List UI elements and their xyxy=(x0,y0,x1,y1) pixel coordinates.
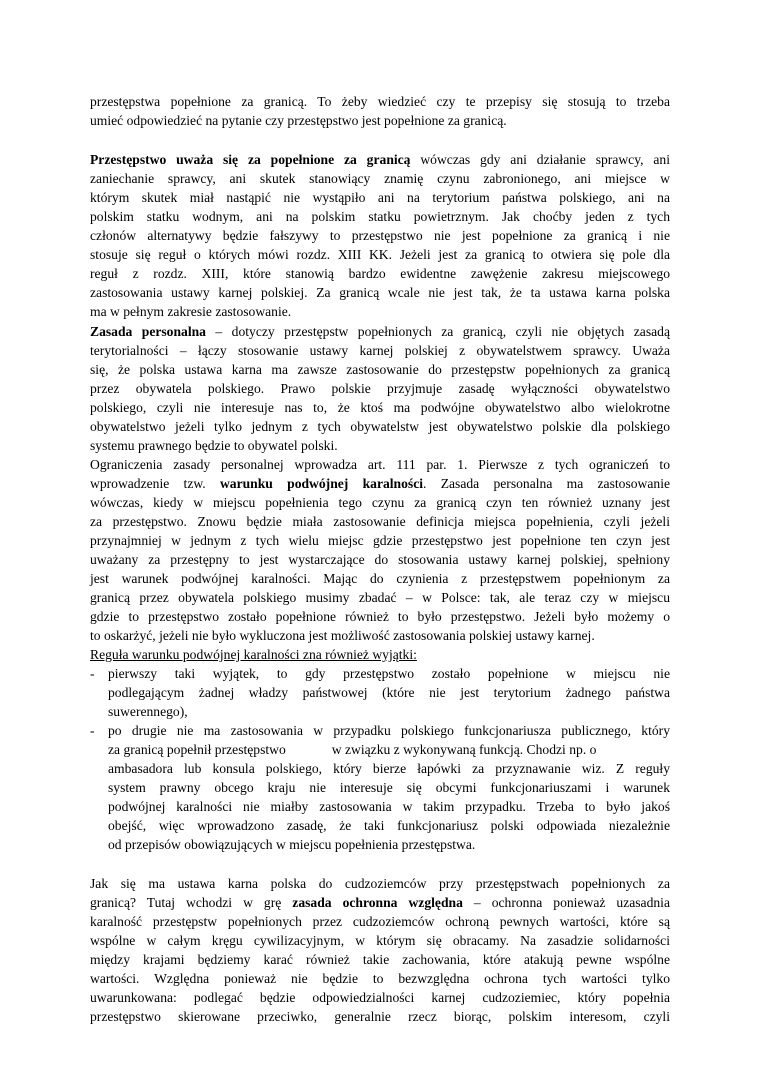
text-line: wspólne w całym kręgu cywilizacyjnym, w którym się obracamy. Na zasadzie solidarności xyxy=(90,933,670,948)
text-line: przestępstwo skierowane przeciwko, generalnie rzecz biorąc, polskim interesom, czyli xyxy=(90,1009,670,1024)
bold-term: Zasada personalna xyxy=(90,324,206,339)
list-item-line: obejść, więc wprowadzono zasadę, że taki funkcjonariusz polski odpowiada niezależnie xyxy=(108,818,670,833)
text-line: obywatelstwo jeżeli tylko jednym z tych obywatelstw jest obywatelstwo polskie dla polskiego xyxy=(90,419,670,434)
text-line: stosuje się reguł o których mówi rozdz. XIII KK. Jeżeli jest za granicą to otwiera się pole dla xyxy=(90,247,670,262)
list-bullet: - xyxy=(90,666,95,681)
text-line: którym skutek miał nastąpić nie wystąpiło ani na terytorium państwa polskiego, ani na xyxy=(90,190,670,205)
text-line: reguł z rozdz. XIII, które stanowią bardzo ewidentne zawężenie zakresu miejscowego xyxy=(90,266,670,281)
list-item-line: system prawny obcego kraju nie interesuje się obcymi funkcjonariuszami i warunek xyxy=(108,780,670,795)
text-span: za granicą popełnił przestępstwo xyxy=(108,742,286,757)
text-line: Ograniczenia zasady personalnej wprowadza art. 111 par. 1. Pierwsze z tych ograniczeń to xyxy=(90,457,670,472)
text-line: karalność przestępstw popełnionych przez cudzoziemców ochroną pewnych wartości, które są xyxy=(90,914,670,929)
text-line: wartości. Względna ponieważ nie będzie to bezwzględna ochrona tych wartości tylko xyxy=(90,971,670,986)
text-line: zaniechanie sprawcy, ani skutek stanowiący znamię czynu zabronionego, ani miejsce w xyxy=(90,171,670,186)
text-line: przynajmniej w jednym z tych wielu miejsc gdzie przestępstwo jest popełnione ten czyn jest xyxy=(90,533,670,548)
text-span: wówczas gdy ani działanie sprawcy, ani xyxy=(410,152,670,167)
text-line: ma w pełnym zakresie zastosowanie. xyxy=(90,304,292,319)
text-line: członów alternatywy będzie fałszywy to przestępstwo nie jest popełnione za granicą i nie xyxy=(90,228,670,243)
list-item-line: podwójnej karalności nie miałby zastosowania w takim przypadku. Trzeba to było jakoś xyxy=(108,799,670,814)
list-bullet: - xyxy=(90,723,95,738)
list-item-line: ambasadora lub konsula polskiego, który bierze łapówki za przyznawanie wiz. Z reguły xyxy=(108,761,670,776)
text-line: polskiego, czyli nie interesuje nas to, że ktoś ma podwójne obywatelstwo albo wielokrotne xyxy=(90,400,670,415)
text-line: zastosowania ustawy karnej polskiej. Za granicą wcale nie jest tak, że ta ustawa karna polska xyxy=(90,285,670,300)
list-item-line: pierwszy taki wyjątek, to gdy przestępstwo zostało popełnione w miejscu nie xyxy=(108,666,670,681)
text-line xyxy=(90,322,670,341)
text-line: to oskarżyć, jeżeli nie było wykluczona jest możliwość zastosowania polskiej ustawy karnej. xyxy=(90,628,595,643)
text-span: granicą? Tutaj wchodzi w grę xyxy=(90,895,293,910)
underlined-text: Reguła warunku podwójnej karalności zna również wyjątki: xyxy=(90,647,417,662)
text-line xyxy=(90,474,670,493)
bold-term: warunku podwójnej karalności xyxy=(219,476,424,491)
text-line: gdzie to przestępstwo zostało popełnione również to było przestępstwo. Jeżeli było możemy o xyxy=(90,609,670,624)
text-span: w związku z wykonywaną funkcją. Chodzi np. o xyxy=(331,742,597,757)
list-item-line xyxy=(108,740,670,759)
list-item-line: podlegającym żadnej władzy państwowej (które nie jest terytorium żadnego państwa xyxy=(108,685,670,700)
exceptions-heading xyxy=(90,645,670,664)
text-line: granicą przez obywatela polskiego musimy zbadać – w Polsce: tak, ale teraz czy w miejscu xyxy=(90,590,670,605)
list-item-line: po drugie nie ma zastosowania w przypadku polskiego funkcjonariusza publicznego, który xyxy=(108,723,670,738)
text-line: za przestępstwo. Znowu będzie miała zastosowanie definicja miejsca popełnienia, czyli jeżeli xyxy=(90,514,670,529)
text-line: Jak się ma ustawa karna polska do cudzoziemców przy przestępstwach popełnionych za xyxy=(90,876,670,891)
text-span: – ochronna ponieważ uzasadnia xyxy=(462,895,670,910)
text-span: – dotyczy przestępstw popełnionych za granicą, czyli nie objętych zasadą xyxy=(205,324,670,339)
text-span: wprowadzenie tzw. xyxy=(90,476,220,491)
text-line: polskim statku wodnym, ani na polskim statku powietrznym. Jak choćby jeden z tych xyxy=(90,209,670,224)
text-span: . Zasada personalna ma zastosowanie xyxy=(423,476,671,491)
text-line: uważany za przestępny to jest wystarczające do stosowania ustawy karnej polskiej, spełniony xyxy=(90,552,670,567)
text-line: terytorialności – łączy stosowanie ustawy karnej polskiej z obywatelstwem sprawcy. Uważa xyxy=(90,343,670,358)
bold-term: zasada ochronna względna xyxy=(292,895,463,910)
text-line: przestępstwa popełnione za granicą. To żeby wiedzieć czy te przepisy się stosują to trzeba xyxy=(90,94,670,109)
text-line: uwarunkowana: podlegać będzie odpowiedzialności karnej cudzoziemiec, który popełnia xyxy=(90,990,670,1005)
text-line: między krajami będziemy karać również takie zachowania, które atakują pewne wspólne xyxy=(90,952,670,967)
bold-term: Przestępstwo uważa się za popełnione za granicą xyxy=(90,152,411,167)
text-line: jest warunek podwójnej karalności. Mając do czynienia z przestępstwem popełnionym za xyxy=(90,571,670,586)
text-line: się, że polska ustawa karna ma zawsze zastosowanie do przestępstw popełnionych za granicą xyxy=(90,362,670,377)
text-line: umieć odpowiedzieć na pytanie czy przestępstwo jest popełnione za granicą. xyxy=(90,113,507,128)
list-item-line: suwerennego), xyxy=(108,704,188,719)
list-item-line: od przepisów obowiązujących w miejscu popełnienia przestępstwa. xyxy=(108,837,476,852)
text-line: przez obywatela polskiego. Prawo polskie przyjmuje zasadę wyłączności obywatelstwo xyxy=(90,381,670,396)
text-line xyxy=(90,150,670,169)
text-line xyxy=(90,893,670,912)
text-line: systemu prawnego będzie to obywatel polski. xyxy=(90,438,338,453)
text-line: wówczas, kiedy w miejscu popełnienia tego czynu za granicą czyn ten również uznany jest xyxy=(90,495,670,510)
